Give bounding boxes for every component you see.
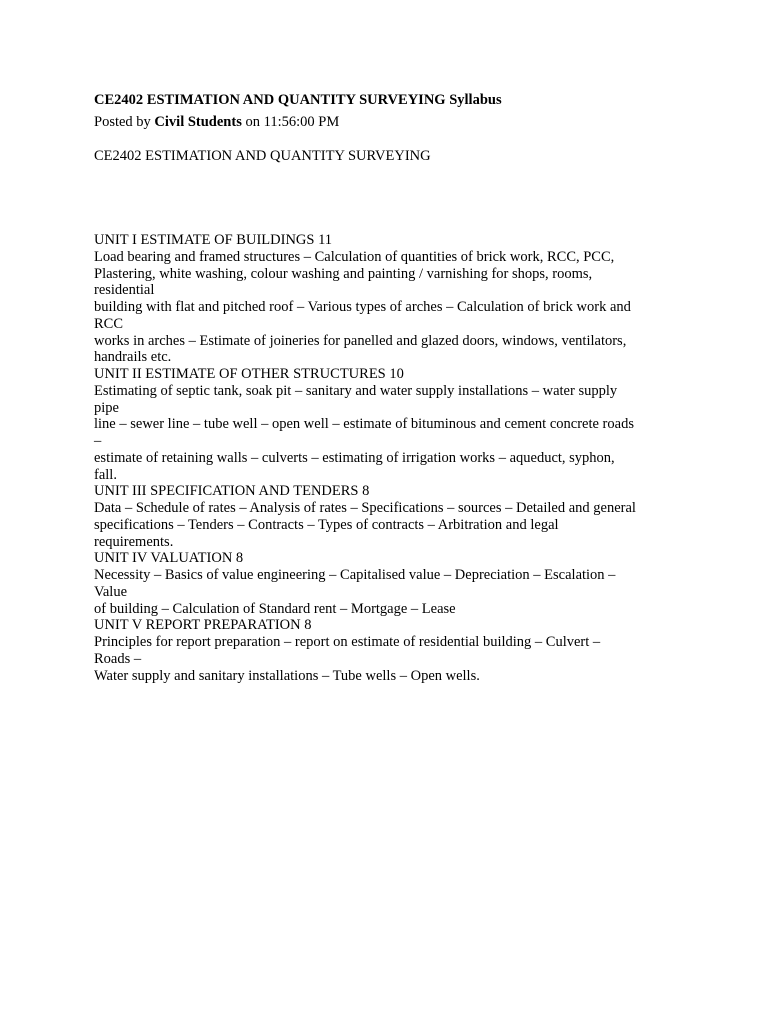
- syllabus-line: UNIT III SPECIFICATION AND TENDERS 8: [94, 483, 370, 500]
- posted-on-label: on: [241, 114, 264, 130]
- syllabus-line: specifications – Tenders – Contracts – Types of contracts – Arbitration and legal: [94, 516, 559, 533]
- syllabus-line: Estimating of septic tank, soak pit – sanitary and water supply installations – water supply: [94, 382, 618, 399]
- syllabus-line: building with flat and pitched roof – Various types of arches – Calculation of brick work and: [94, 299, 631, 315]
- syllabus-line: of building – Calculation of Standard rent – Mortgage – Lease: [94, 600, 456, 617]
- syllabus-line: UNIT I ESTIMATE OF BUILDINGS 11: [94, 232, 333, 248]
- post-time: 11:56:00 PM: [263, 114, 340, 130]
- post-meta: [94, 114, 339, 131]
- syllabus-line: UNIT II ESTIMATE OF OTHER STRUCTURES 10: [94, 366, 404, 382]
- syllabus-line: RCC: [94, 315, 124, 332]
- syllabus-line: UNIT IV VALUATION 8: [94, 550, 244, 567]
- syllabus-line: –: [94, 433, 102, 449]
- syllabus-line: Water supply and sanitary installations – Tube wells – Open wells.: [94, 667, 480, 684]
- syllabus-line: Load bearing and framed structures – Calculation of quantities of brick work, RCC, PCC,: [94, 248, 615, 265]
- syllabus-line: line – sewer line – tube well – open well – estimate of bituminous and cement concrete roads: [94, 416, 634, 433]
- syllabus-body: [94, 232, 694, 684]
- syllabus-line: handrails etc.: [94, 349, 172, 366]
- syllabus-line: Principles for report preparation – report on estimate of residential building – Culvert –: [94, 634, 601, 650]
- syllabus-line: works in arches – Estimate of joineries for panelled and glazed doors, windows, ventilators,: [94, 332, 627, 349]
- syllabus-line: UNIT V REPORT PREPARATION 8: [94, 617, 312, 634]
- syllabus-line: requirements.: [94, 533, 174, 550]
- syllabus-line: fall.: [94, 466, 117, 483]
- syllabus-line: Value: [94, 583, 128, 600]
- posted-by-label: Posted by: [94, 114, 155, 130]
- syllabus-line: estimate of retaining walls – culverts – estimating of irrigation works – aqueduct, syphon,: [94, 449, 615, 466]
- post-title: CE2402 ESTIMATION AND QUANTITY SURVEYING Syllabus: [94, 92, 502, 108]
- course-heading: CE2402 ESTIMATION AND QUANTITY SURVEYING: [94, 148, 431, 164]
- syllabus-line: Plastering, white washing, colour washing and painting / varnishing for shops, rooms,: [94, 265, 593, 282]
- syllabus-line: Roads –: [94, 650, 142, 667]
- author-name: Civil Students: [154, 114, 242, 130]
- syllabus-line: pipe: [94, 399, 119, 416]
- syllabus-line: Necessity – Basics of value engineering – Capitalised value – Depreciation – Escalation –: [94, 567, 616, 583]
- syllabus-line: residential: [94, 282, 155, 299]
- syllabus-line: Data – Schedule of rates – Analysis of rates – Specifications – sources – Detailed and general: [94, 500, 636, 516]
